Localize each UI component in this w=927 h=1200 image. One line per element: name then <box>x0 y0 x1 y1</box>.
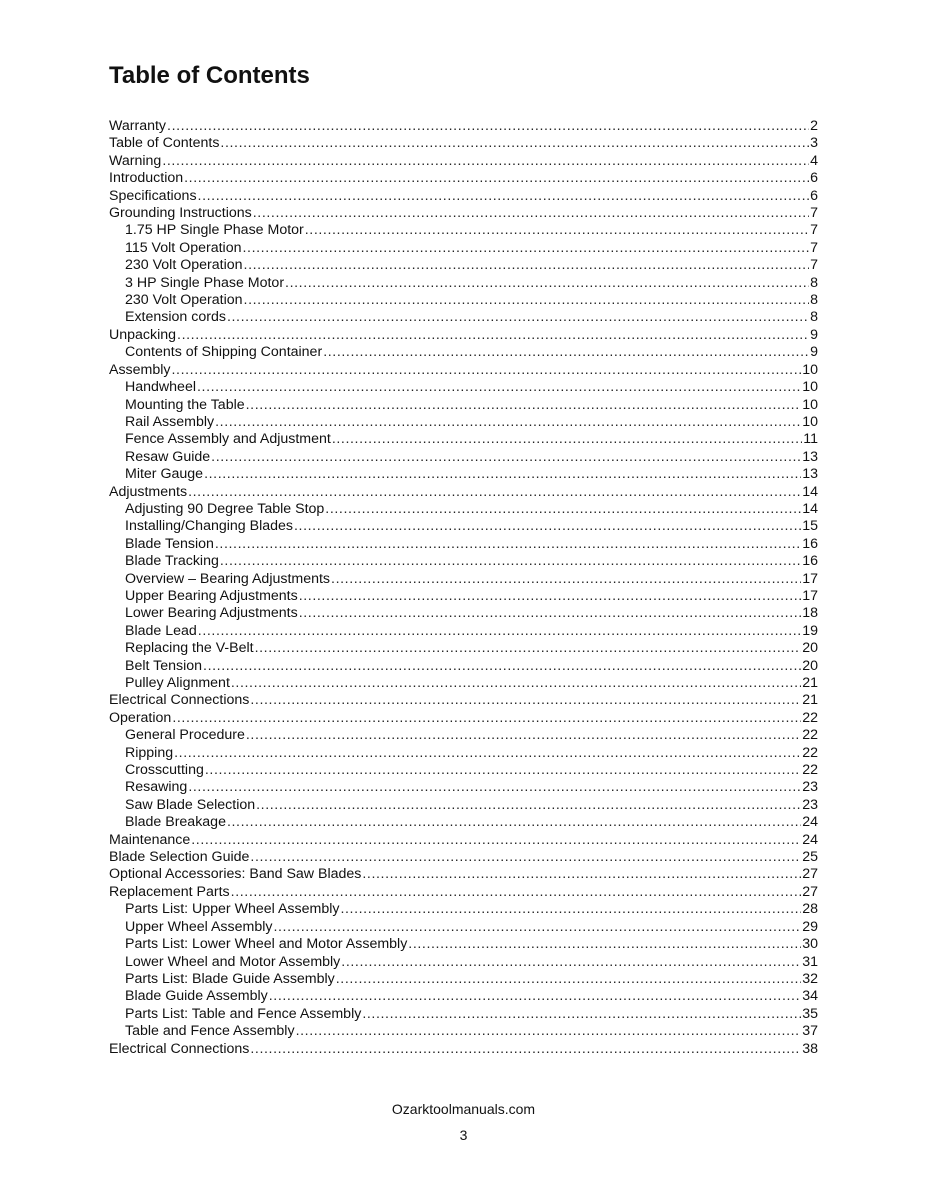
toc-entry-page: 22 <box>802 762 818 779</box>
dot-leader <box>246 727 801 744</box>
toc-entry-page: 7 <box>810 205 818 222</box>
toc-entry-label: Adjusting 90 Degree Table Stop <box>125 500 325 517</box>
dot-leader <box>362 866 801 883</box>
dot-leader <box>231 675 801 692</box>
toc-entry-page: 6 <box>810 170 818 187</box>
toc-entry-label: Assembly <box>109 361 171 378</box>
toc-entry-label: Lower Wheel and Motor Assembly <box>125 953 341 970</box>
toc-entry-page: 8 <box>810 274 818 291</box>
dot-leader <box>204 466 801 483</box>
toc-entry-label: Electrical Connections <box>109 1040 250 1057</box>
toc-entry[interactable] <box>109 623 818 640</box>
toc-entry[interactable] <box>109 153 818 170</box>
toc-entry-page: 13 <box>802 466 818 483</box>
toc-entry[interactable] <box>109 571 818 588</box>
toc-entry[interactable] <box>109 588 818 605</box>
toc-entry-page: 30 <box>802 936 818 953</box>
toc-entry-page: 35 <box>802 1005 818 1022</box>
dot-leader <box>332 431 802 448</box>
dot-leader <box>231 884 802 901</box>
toc-entry-page: 2 <box>810 118 818 134</box>
toc-entry[interactable] <box>109 1023 818 1040</box>
toc-entry-label: Specifications <box>109 187 197 204</box>
toc-entry[interactable] <box>109 832 818 849</box>
dot-leader <box>198 188 810 205</box>
toc-entry-label: Parts List: Lower Wheel and Motor Assembly <box>125 936 408 953</box>
toc-entry[interactable] <box>109 971 818 988</box>
toc-entry-label: Ripping <box>125 744 174 761</box>
toc-entry[interactable] <box>109 466 818 483</box>
toc-entry-label: Saw Blade Selection <box>125 796 256 813</box>
dot-leader <box>244 257 810 274</box>
toc-entry-label: Replacement Parts <box>109 883 230 900</box>
toc-entry[interactable] <box>109 327 818 344</box>
dot-leader <box>188 484 801 501</box>
toc-entry-page: 27 <box>802 883 818 900</box>
toc-entry-page: 27 <box>802 866 818 883</box>
toc-entry-page: 16 <box>802 535 818 552</box>
toc-entry[interactable] <box>109 954 818 971</box>
dot-leader <box>305 222 809 239</box>
toc-entry[interactable] <box>109 797 818 814</box>
toc-entry-label: Operation <box>109 709 172 726</box>
dot-leader <box>167 118 809 135</box>
page-title: Table of Contents <box>109 62 310 89</box>
toc-entry[interactable] <box>109 240 818 257</box>
toc-entry-label: Table of Contents <box>109 135 220 152</box>
dot-leader <box>336 971 801 988</box>
toc-entry-label: Resaw Guide <box>125 448 211 465</box>
toc-entry-label: Parts List: Upper Wheel Assembly <box>125 901 340 918</box>
toc-entry-page: 17 <box>802 570 818 587</box>
dot-leader <box>174 745 801 762</box>
toc-entry[interactable] <box>109 344 818 361</box>
toc-entry-label: Blade Tracking <box>125 553 219 570</box>
toc-entry-label: Blade Lead <box>125 622 197 639</box>
toc-entry[interactable] <box>109 779 818 796</box>
toc-entry-label: Parts List: Blade Guide Assembly <box>125 970 335 987</box>
toc-entry-label: Installing/Changing Blades <box>125 518 293 535</box>
toc-entry[interactable] <box>109 640 818 657</box>
toc-entry-label: Overview – Bearing Adjustments <box>125 570 331 587</box>
dot-leader <box>203 658 801 675</box>
toc-entry[interactable] <box>109 1006 818 1023</box>
dot-leader <box>250 692 801 709</box>
toc-entry[interactable] <box>109 901 818 918</box>
toc-entry-label: Warning <box>109 152 162 169</box>
dot-leader <box>172 362 802 379</box>
toc-entry[interactable] <box>109 205 818 222</box>
dot-leader <box>162 153 809 170</box>
toc-entry[interactable] <box>109 484 818 501</box>
toc-entry[interactable] <box>109 988 818 1005</box>
dot-leader <box>215 414 801 431</box>
toc-entry-label: Unpacking <box>109 326 177 343</box>
toc-entry[interactable] <box>109 1041 818 1058</box>
toc-entry-page: 20 <box>802 640 818 657</box>
toc-entry-page: 10 <box>802 413 818 430</box>
toc-entry[interactable] <box>109 710 818 727</box>
toc-entry-label: Grounding Instructions <box>109 205 252 222</box>
toc-entry-label: 115 Volt Operation <box>125 239 242 256</box>
toc-entry[interactable] <box>109 675 818 692</box>
toc-entry[interactable] <box>109 170 818 187</box>
toc-entry-page: 7 <box>810 257 818 274</box>
toc-entry-page: 24 <box>802 831 818 848</box>
toc-entry[interactable] <box>109 553 818 570</box>
toc-entry[interactable] <box>109 222 818 239</box>
dot-leader <box>215 536 801 553</box>
toc-entry-label: Warranty <box>109 118 167 134</box>
toc-entry-page: 8 <box>810 309 818 326</box>
dot-leader <box>269 988 801 1005</box>
toc-entry[interactable] <box>109 518 818 535</box>
toc-entry-label: Pulley Alignment <box>125 675 230 691</box>
toc-entry-page: 10 <box>802 379 818 396</box>
toc-entry[interactable] <box>109 536 818 553</box>
dot-leader <box>362 1006 801 1023</box>
toc-entry[interactable] <box>109 762 818 779</box>
toc-entry-page: 21 <box>802 675 818 691</box>
toc-entry[interactable] <box>109 919 818 936</box>
dot-leader <box>244 292 810 309</box>
dot-leader <box>253 205 809 222</box>
toc-entry[interactable] <box>109 605 818 622</box>
toc-entry-label: Rail Assembly <box>125 413 215 430</box>
toc-entry-page: 17 <box>802 587 818 604</box>
dot-leader <box>188 779 801 796</box>
dot-leader <box>250 849 801 866</box>
toc-entry[interactable] <box>109 309 818 326</box>
dot-leader <box>198 623 801 640</box>
toc-entry-page: 21 <box>802 692 818 709</box>
dot-leader <box>205 762 801 779</box>
toc-entry-label: Mounting the Table <box>125 396 245 413</box>
dot-leader <box>299 588 802 605</box>
toc-entry-page: 22 <box>802 744 818 761</box>
dot-leader <box>285 275 809 292</box>
toc-entry-page: 24 <box>802 814 818 831</box>
toc-entry-page: 14 <box>802 483 818 500</box>
toc-entry-page: 6 <box>810 187 818 204</box>
dot-leader <box>294 518 801 535</box>
toc-entry[interactable] <box>109 135 818 152</box>
toc-entry-label: Electrical Connections <box>109 692 250 709</box>
toc-entry-page: 34 <box>802 988 818 1005</box>
dot-leader <box>323 344 809 361</box>
dot-leader <box>197 379 801 396</box>
toc-entry[interactable] <box>109 745 818 762</box>
dot-leader <box>408 936 801 953</box>
dot-leader <box>331 571 801 588</box>
toc-entry-label: Blade Tension <box>125 535 214 552</box>
dot-leader <box>227 309 809 326</box>
toc-entry[interactable] <box>109 449 818 466</box>
toc-entry-label: Replacing the V-Belt <box>125 640 254 657</box>
toc-entry-page: 10 <box>802 361 818 378</box>
dot-leader <box>246 397 802 414</box>
dot-leader <box>250 1041 801 1058</box>
toc-entry-label: Parts List: Table and Fence Assembly <box>125 1005 362 1022</box>
dot-leader <box>256 797 801 814</box>
toc-entry-page: 22 <box>802 709 818 726</box>
toc-entry[interactable] <box>109 849 818 866</box>
toc-entry[interactable] <box>109 936 818 953</box>
toc-entry-label: Contents of Shipping Container <box>125 344 323 361</box>
toc-entry-page: 19 <box>802 622 818 639</box>
toc-entry-label: Table and Fence Assembly <box>125 1023 295 1040</box>
dot-leader <box>242 240 809 257</box>
toc-entry-label: 230 Volt Operation <box>125 292 243 309</box>
toc-entry-page: 22 <box>802 727 818 744</box>
dot-leader <box>172 710 801 727</box>
dot-leader <box>296 1023 802 1040</box>
toc-entry[interactable] <box>109 884 818 901</box>
toc-entry-label: Maintenance <box>109 831 191 848</box>
toc-entry-label: Blade Breakage <box>125 814 226 831</box>
toc-entry-label: Optional Accessories: Band Saw Blades <box>109 866 362 883</box>
dot-leader <box>341 954 801 971</box>
toc-entry-page: 20 <box>802 657 818 674</box>
dot-leader <box>177 327 809 344</box>
toc-entry-label: Upper Bearing Adjustments <box>125 587 298 604</box>
toc-entry-label: Blade Selection Guide <box>109 849 250 866</box>
footer-page-number: 3 <box>459 1127 468 1143</box>
toc-entry-page: 23 <box>802 796 818 813</box>
toc-entry-page: 9 <box>810 344 818 361</box>
toc-entry-page: 15 <box>802 518 818 535</box>
toc-entry[interactable] <box>109 414 818 431</box>
toc-entry-page: 16 <box>802 553 818 570</box>
dot-leader <box>220 135 809 152</box>
toc-entry-page: 23 <box>802 779 818 796</box>
toc-entry[interactable] <box>109 397 818 414</box>
toc-entry[interactable] <box>109 866 818 883</box>
dot-leader <box>220 553 801 570</box>
toc-entry-label: 230 Volt Operation <box>125 257 243 274</box>
toc-entry[interactable] <box>109 692 818 709</box>
toc-entry-page: 37 <box>802 1023 818 1040</box>
toc-entry[interactable] <box>109 362 818 379</box>
toc-entry[interactable] <box>109 727 818 744</box>
toc-entry-label: 3 HP Single Phase Motor <box>125 274 285 291</box>
toc-entry-page: 18 <box>802 605 818 622</box>
toc-entry-label: Handwheel <box>125 379 196 396</box>
toc-entry[interactable] <box>109 275 818 292</box>
toc-entry-page: 11 <box>803 431 818 448</box>
toc-entry-page: 7 <box>810 222 818 239</box>
toc-entry-label: Blade Guide Assembly <box>125 988 268 1005</box>
toc-entry[interactable] <box>109 431 818 448</box>
toc-entry-label: Miter Gauge <box>125 466 204 483</box>
toc-entry-page: 31 <box>802 953 818 970</box>
dot-leader <box>184 170 809 187</box>
toc-entry-page: 8 <box>810 292 818 309</box>
toc-entry-page: 38 <box>802 1040 818 1057</box>
toc-entry-page: 25 <box>802 849 818 866</box>
dot-leader <box>211 449 801 466</box>
toc-entry-page: 7 <box>810 239 818 256</box>
toc-entry-label: Lower Bearing Adjustments <box>125 605 298 622</box>
toc-entry[interactable] <box>109 257 818 274</box>
toc-entry[interactable] <box>109 658 818 675</box>
toc-entry-page: 10 <box>802 396 818 413</box>
toc-entry-label: Fence Assembly and Adjustment <box>125 431 331 448</box>
toc-entry-page: 14 <box>802 500 818 517</box>
toc-entry-page: 4 <box>810 152 818 169</box>
toc-entry[interactable] <box>109 814 818 831</box>
toc-entry-label: Resawing <box>125 779 188 796</box>
toc-entry-label: Adjustments <box>109 483 188 500</box>
toc-entry[interactable] <box>109 292 818 309</box>
toc-entry-label: Belt Tension <box>125 657 203 674</box>
dot-leader <box>325 501 801 518</box>
toc-entry-page: 32 <box>802 970 818 987</box>
toc-entry[interactable] <box>109 379 818 396</box>
table-of-contents <box>109 118 818 1058</box>
dot-leader <box>340 901 801 918</box>
toc-entry-page: 13 <box>802 448 818 465</box>
toc-entry-page: 28 <box>802 901 818 918</box>
dot-leader <box>299 605 802 622</box>
toc-entry-label: Crosscutting <box>125 762 204 779</box>
toc-entry-label: 1.75 HP Single Phase Motor <box>125 222 304 239</box>
toc-entry-label: Upper Wheel Assembly <box>125 918 273 935</box>
toc-entry-page: 9 <box>810 326 818 343</box>
footer-site-name: Ozarktoolmanuals.com <box>391 1101 536 1117</box>
toc-entry[interactable] <box>109 118 818 135</box>
dot-leader <box>227 814 801 831</box>
toc-entry-label: General Procedure <box>125 727 245 744</box>
toc-entry[interactable] <box>109 501 818 518</box>
toc-entry-label: Introduction <box>109 170 184 187</box>
toc-entry[interactable] <box>109 188 818 205</box>
dot-leader <box>191 832 801 849</box>
toc-entry-page: 29 <box>802 918 818 935</box>
dot-leader <box>273 919 801 936</box>
dot-leader <box>255 640 802 657</box>
toc-entry-label: Extension cords <box>125 309 226 326</box>
toc-entry-page: 3 <box>810 135 818 152</box>
